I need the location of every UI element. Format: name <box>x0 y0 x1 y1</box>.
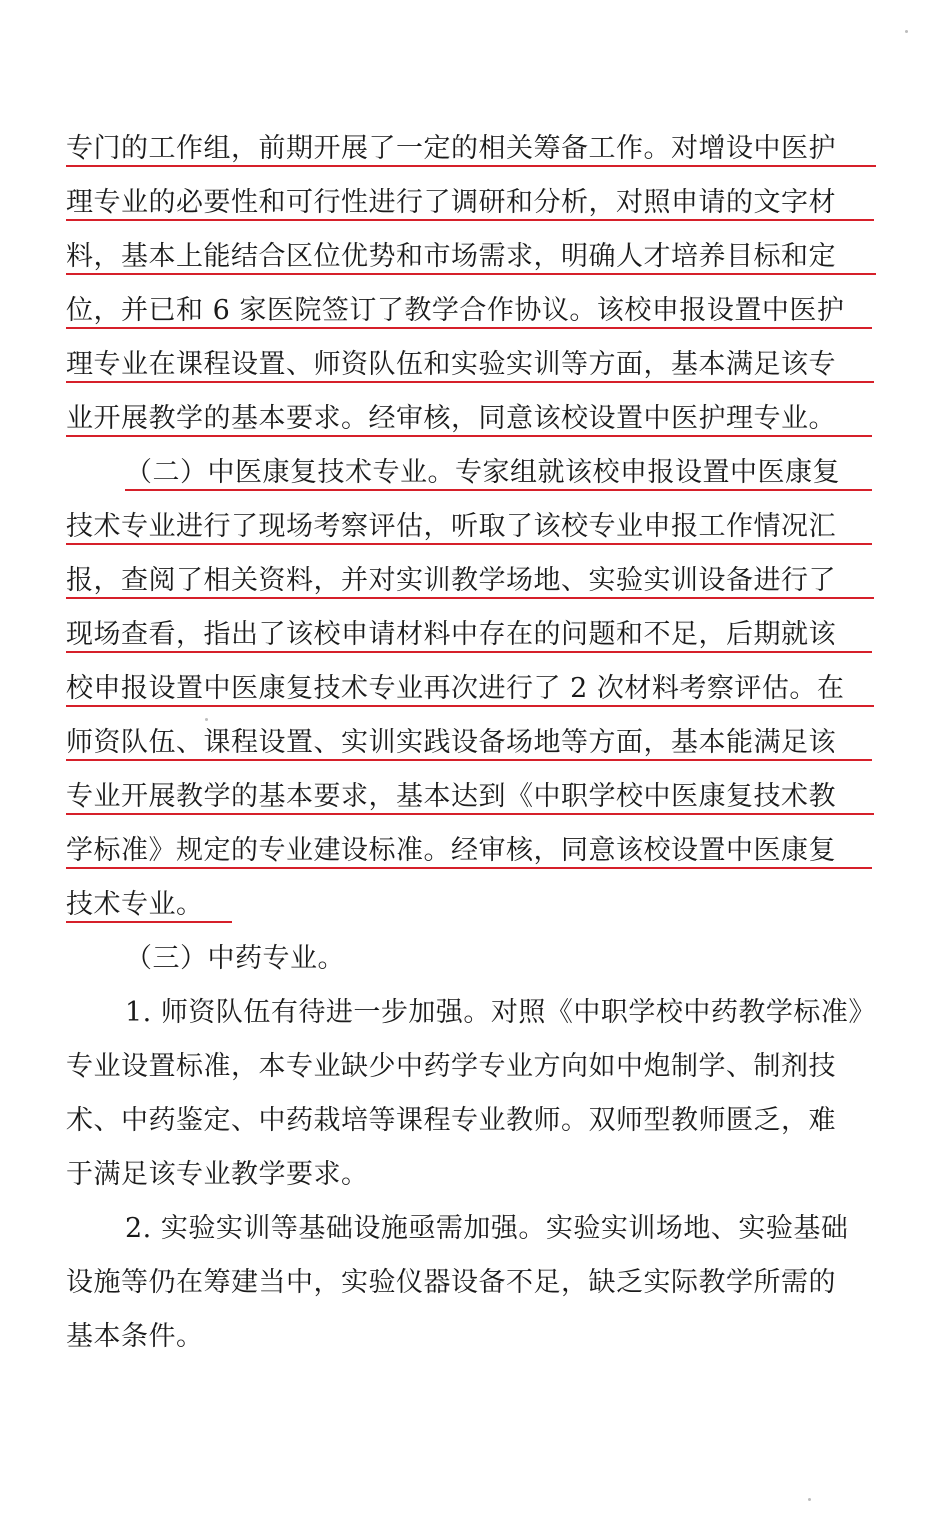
red-underline <box>66 921 232 923</box>
red-underline <box>66 813 874 815</box>
text-line: 专业开展教学的基本要求，基本达到《中职学校中医康复技术教 <box>66 781 836 812</box>
text-line: 报，查阅了相关资料，并对实训教学场地、实验实训设备进行了 <box>66 565 836 596</box>
red-underline <box>66 381 874 383</box>
text-line: 理专业在课程设置、师资队伍和实验实训等方面，基本满足该专 <box>66 349 836 380</box>
text-line: 于满足该专业教学要求。 <box>66 1159 369 1190</box>
red-underline <box>66 759 872 761</box>
text-line: 位，并已和 6 家医院签订了教学合作协议。该校申报设置中医护 <box>66 295 845 326</box>
scan-speck <box>808 1498 811 1501</box>
red-underline <box>66 165 876 167</box>
text-line: 料，基本上能结合区位优势和市场需求，明确人才培养目标和定 <box>66 241 836 272</box>
text-line: 设施等仍在筹建当中，实验仪器设备不足，缺乏实际教学所需的 <box>66 1267 836 1298</box>
text-line: 校申报设置中医康复技术专业再次进行了 2 次材料考察评估。在 <box>66 673 845 704</box>
text-line: 专业设置标准，本专业缺少中药学专业方向如中炮制学、制剂技 <box>66 1051 836 1082</box>
red-underline <box>66 651 872 653</box>
section-heading-line: （二）中医康复技术专业。专家组就该校申报设置中医康复 <box>125 457 840 488</box>
red-underline <box>66 327 872 329</box>
scan-speck <box>205 718 208 721</box>
text-line: 技术专业进行了现场考察评估，听取了该校专业申报工作情况汇 <box>66 511 836 542</box>
red-underline <box>66 705 874 707</box>
text-line: 理专业的必要性和可行性进行了调研和分析，对照申请的文字材 <box>66 187 836 218</box>
text-line: 术、中药鉴定、中药栽培等课程专业教师。双师型教师匮乏，难 <box>66 1105 836 1136</box>
text-line: 基本条件。 <box>66 1321 204 1352</box>
red-underline <box>66 219 874 221</box>
text-line: 业开展教学的基本要求。经审核，同意该校设置中医护理专业。 <box>66 403 836 434</box>
text-line: 1. 师资队伍有待进一步加强。对照《中职学校中药教学标准》 <box>125 997 876 1028</box>
red-underline <box>125 489 872 491</box>
text-line: 师资队伍、课程设置、实训实践设备场地等方面，基本能满足该 <box>66 727 836 758</box>
text-line: 专门的工作组，前期开展了一定的相关筹备工作。对增设中医护 <box>66 133 836 164</box>
red-underline <box>66 273 876 275</box>
red-underline <box>66 435 872 437</box>
text-line: 现场查看，指出了该校申请材料中存在的问题和不足，后期就该 <box>66 619 836 650</box>
section-heading-line: （三）中药专业。 <box>125 943 345 974</box>
scan-speck <box>905 30 908 33</box>
text-line: 技术专业。 <box>66 889 204 920</box>
red-underline <box>66 543 872 545</box>
text-line: 学标准》规定的专业建设标准。经审核，同意该校设置中医康复 <box>66 835 836 866</box>
red-underline <box>66 597 874 599</box>
red-underline <box>66 867 872 869</box>
text-line: 2. 实验实训等基础设施亟需加强。实验实训场地、实验基础 <box>125 1213 849 1244</box>
